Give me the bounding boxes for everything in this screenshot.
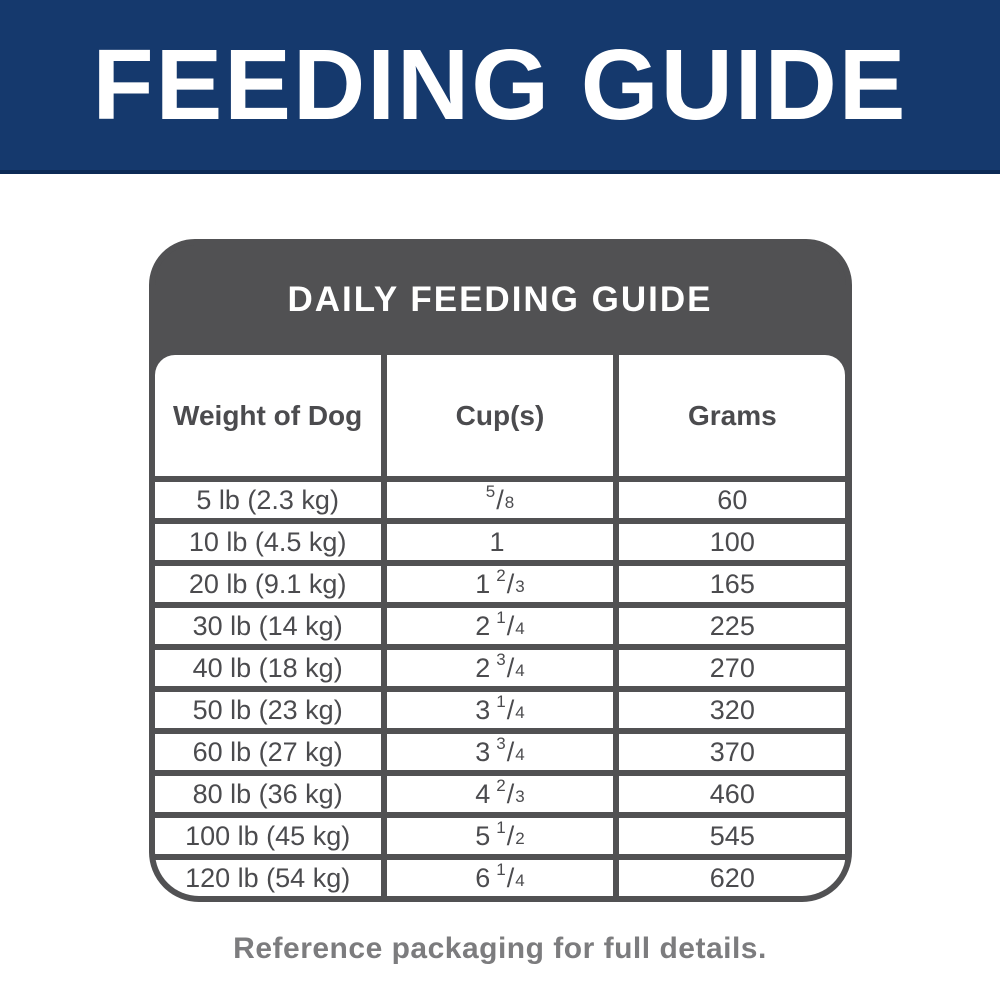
- table-cell-grams: 165: [619, 566, 845, 602]
- cups-fraction-denominator: 2: [515, 829, 525, 848]
- table-cell-grams: 270: [619, 650, 845, 686]
- cups-whole: 2: [475, 652, 491, 683]
- table-cell-grams: 545: [619, 818, 845, 854]
- table-cell-cups: [387, 734, 613, 770]
- cups-fraction-slash: /: [506, 778, 515, 809]
- table-cell-cups: [387, 692, 613, 728]
- table-cell-weight: 20 lb (9.1 kg): [155, 566, 381, 602]
- table-cell-weight: 5 lb (2.3 kg): [155, 482, 381, 518]
- cups-whole: 2: [475, 610, 491, 641]
- cups-fraction-numerator: 1: [496, 692, 506, 711]
- cups-fraction-slash: /: [496, 484, 504, 515]
- table-cell-grams: 225: [619, 608, 845, 644]
- cups-fraction-denominator: 4: [515, 619, 525, 638]
- table-cell-weight: 100 lb (45 kg): [155, 818, 381, 854]
- cups-fraction-numerator: 3: [496, 650, 506, 669]
- cups-fraction-slash: /: [506, 610, 515, 641]
- table-cell-cups: [387, 650, 613, 686]
- table-cell-grams: 60: [619, 482, 845, 518]
- table-cell-grams: 370: [619, 734, 845, 770]
- cups-fraction-numerator: 1: [496, 608, 506, 627]
- column-header-cups: Cup(s): [387, 355, 613, 476]
- feeding-table: [155, 355, 846, 896]
- table-cell-weight: 120 lb (54 kg): [155, 860, 381, 896]
- cups-fraction-numerator: 1: [496, 818, 506, 837]
- table-cell-grams: 460: [619, 776, 845, 812]
- table-cell-cups: [387, 482, 613, 518]
- card-title: DAILY FEEDING GUIDE: [155, 245, 846, 355]
- table-cell-grams: 100: [619, 524, 845, 560]
- cups-fraction-slash: /: [506, 652, 515, 683]
- cups-whole: 3: [475, 694, 491, 725]
- cups-fraction-slash: /: [506, 862, 515, 893]
- column-header-grams: Grams: [619, 355, 845, 476]
- table-cell-weight: 30 lb (14 kg): [155, 608, 381, 644]
- cups-fraction-numerator: 2: [496, 566, 506, 585]
- footer-note: Reference packaging for full details.: [233, 932, 767, 965]
- cups-whole: 6: [475, 862, 491, 893]
- cups-fraction-denominator: 3: [515, 577, 525, 596]
- table-cell-weight: 60 lb (27 kg): [155, 734, 381, 770]
- table-cell-grams: 620: [619, 860, 845, 896]
- table-cell-weight: 50 lb (23 kg): [155, 692, 381, 728]
- cups-whole: 5: [475, 820, 491, 851]
- cups-fraction-slash: /: [506, 694, 515, 725]
- table-cell-cups: [387, 776, 613, 812]
- table-cell-cups: [387, 860, 613, 896]
- cups-whole: 3: [475, 736, 491, 767]
- cups-fraction-numerator: 5: [485, 482, 496, 501]
- cups-fraction-denominator: 4: [515, 871, 525, 890]
- cups-fraction-denominator: 4: [515, 745, 525, 764]
- table-cell-cups: [387, 566, 613, 602]
- cups-whole: 1: [489, 526, 505, 557]
- table-cell-cups: [387, 818, 613, 854]
- cups-fraction-denominator: 4: [515, 703, 525, 722]
- cups-fraction-numerator: 2: [496, 776, 506, 795]
- banner: [0, 0, 1000, 174]
- table-cell-cups: [387, 524, 613, 560]
- table-cell-grams: 320: [619, 692, 845, 728]
- cups-fraction-denominator: 4: [515, 661, 525, 680]
- cups-fraction-numerator: 1: [496, 860, 506, 879]
- cups-fraction-slash: /: [506, 820, 515, 851]
- table-cell-weight: 80 lb (36 kg): [155, 776, 381, 812]
- cups-fraction-denominator: 8: [504, 493, 515, 512]
- cups-fraction-denominator: 3: [515, 787, 525, 806]
- daily-feeding-guide-card: [149, 239, 852, 902]
- cups-whole: 1: [475, 568, 491, 599]
- cups-fraction-numerator: 3: [496, 734, 506, 753]
- cups-fraction-slash: /: [506, 736, 515, 767]
- table-cell-weight: 40 lb (18 kg): [155, 650, 381, 686]
- table-cell-cups: [387, 608, 613, 644]
- cups-whole: 4: [475, 778, 491, 809]
- cups-fraction-slash: /: [506, 568, 515, 599]
- table-cell-weight: 10 lb (4.5 kg): [155, 524, 381, 560]
- banner-title: FEEDING GUIDE: [92, 29, 908, 141]
- column-header-weight: Weight of Dog: [155, 355, 381, 476]
